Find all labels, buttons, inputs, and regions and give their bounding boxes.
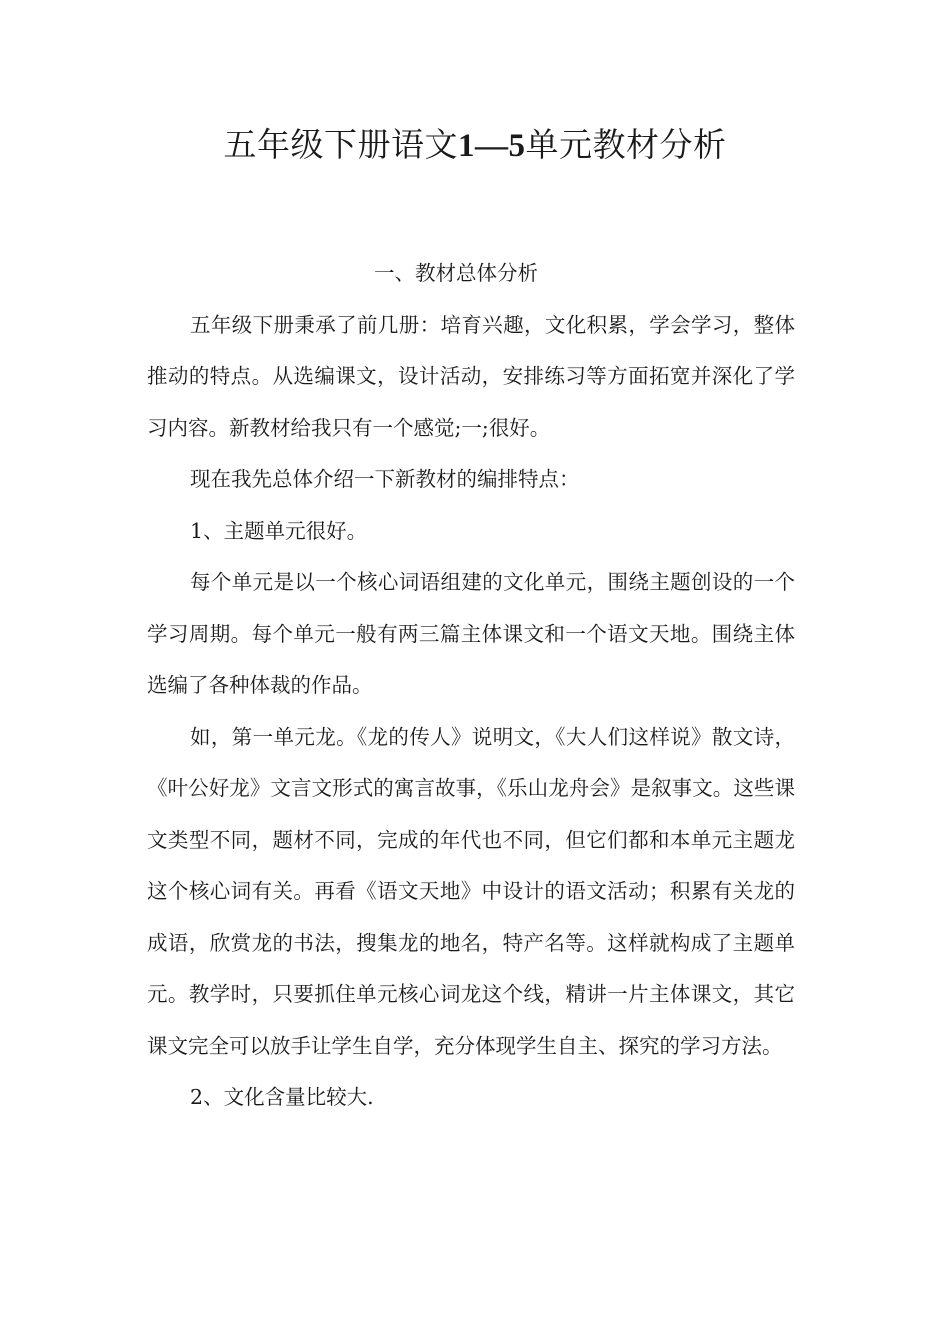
paragraph-intro: 现在我先总体介绍一下新教材的编排特点： (190, 467, 580, 491)
title-unit-range: 1—5 (458, 128, 526, 164)
title-prefix: 五年级下册语文 (223, 125, 458, 164)
paragraph-point-1: 1、主题单元很好。 (190, 518, 368, 543)
document-body (147, 248, 795, 1124)
paragraph-point-2: 2、文化含量比较大. (190, 1085, 374, 1109)
title-suffix: 单元教材分析 (525, 125, 727, 164)
paragraph-example: 如，第一单元龙。《龙的传人》说明文，《大人们这样说》散文诗，《叶公好龙》文言文形式的寓言故事，《乐山龙舟会》是叙事文。这些课文类型不同，题材不同，完成的年代也不同，但它们都和本单元主题龙这个核心词有关。再看《语文天地》中设计的语文活动；积累有关龙的成语，欣赏龙的书法，搜集龙的地名，特产名等。这样就构成了主题单元。教学时，只要抓住单元核心词龙这个线，精讲一片主体课文，其它课文完全可以放手让学生自学，充分体现学生自主、探究的学习方法。 (147, 724, 795, 1058)
paragraph-overview: 五年级下册秉承了前几册：培育兴趣，文化积累，学会学习，整体推动的特点。从选编课文，设计活动，安排练习等方面拓宽并深化了学习内容。新教材给我只有一个感觉;一;很好。 (147, 312, 795, 440)
document-title (0, 122, 950, 169)
section-heading: 一、教材总体分析 (374, 261, 538, 285)
paragraph-unit-description: 每个单元是以一个核心词语组建的文化单元，围绕主题创设的一个学习周期。每个单元一般有两三篇主体课文和一个语文天地。围绕主体选编了各种体裁的作品。 (147, 570, 795, 697)
